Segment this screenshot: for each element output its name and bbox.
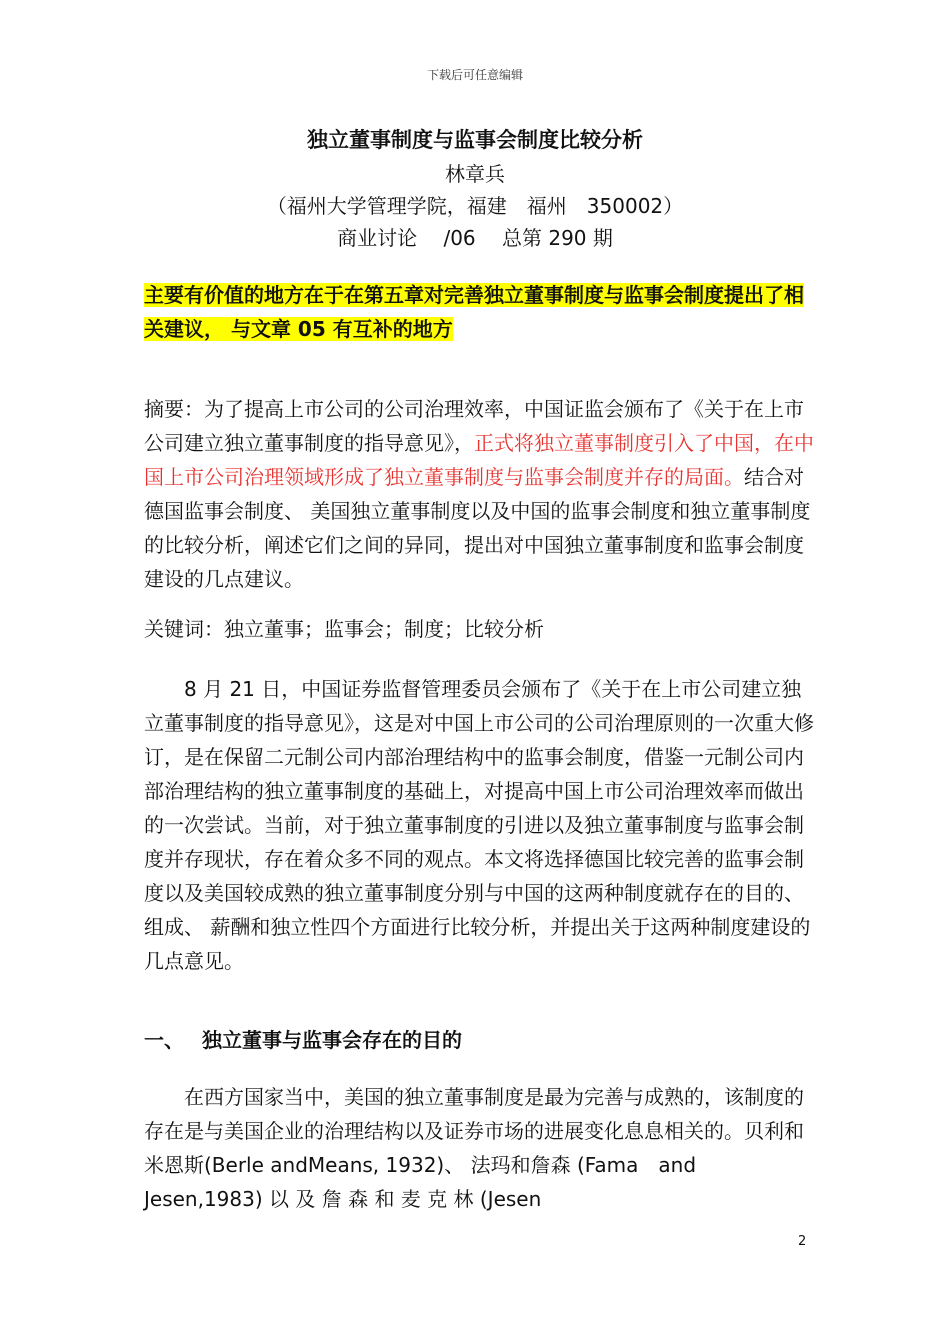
section-paragraph: 在西方国家当中，美国的独立董事制度是最为完善与成熟的，该制度的存在是与美国企业的治理结构以及证券市场的进展变化息息相关的。贝利和米恩斯(Berle andMeans, 1932)、 法玛和詹森 (Fama and Jesen,1983) 以 及 詹 森 和 麦 克 林 (Jesen xyxy=(144,1085,804,1211)
abstract-text-2: 结合对德国监事会制度、 美国独立董事制度以及中国的监事会制度和独立董事制度的比较分析，阐述它们之间的异同，提出对中国独立董事制度和监事会制度建设的几点建议。 xyxy=(144,465,811,591)
page-number: 2 xyxy=(798,1234,807,1249)
abstract-text-red: 正式将独立董事制度引入了中国，在中国上市公司治理领域形成了独立董事制度与监事会制度并存的局面。 xyxy=(144,431,814,489)
abstract xyxy=(144,392,814,596)
section-heading xyxy=(144,1024,462,1053)
affiliation: （福州大学管理学院，福建 福州 350002） xyxy=(266,194,684,218)
section-title: 独立董事与监事会存在的目的 xyxy=(202,1028,462,1052)
section-number: 一、 xyxy=(144,1028,184,1052)
highlight-note-block xyxy=(144,278,814,346)
header-note: 下载后可任意编辑 xyxy=(426,68,523,82)
page-title: 独立董事制度与监事会制度比较分析 xyxy=(307,128,643,152)
abstract-text-1: 摘要：为了提高上市公司的公司治理效率，中国证监会颁布了《关于在上市公司建立独立董事制度的指导意见》， xyxy=(144,397,804,455)
author: 林章兵 xyxy=(445,162,505,186)
intro-paragraph: 8 月 21 日，中国证券监督管理委员会颁布了《关于在上市公司建立独立董事制度的指导意见》，这是对中国上市公司的公司治理原则的一次重大修订，是在保留二元制公司内部治理结构中的监事会制度，借鉴一元制公司内部治理结构的独立董事制度的基础上，对提高中国上市公司治理效率而做出的一次尝试。当前，对于独立董事制度的引进以及独立董事制度与监事会制度并存现状，存在着众多不同的观点。本文将选择德国比较完善的监事会制度以及美国较成熟的独立董事制度分别与中国的这两种制度就存在的目的、 组成、 薪酬和独立性四个方面进行比较分析，并提出关于这两种制度建设的几点意见。 xyxy=(144,677,814,973)
source-line: 商业讨论 /06 总第 290 期 xyxy=(337,226,613,250)
keywords: 关键词：独立董事；监事会；制度；比较分析 xyxy=(144,617,544,641)
highlight-note: 主要有价值的地方在于在第五章对完善独立董事制度与监事会制度提出了相关建议， 与文章 05 有互补的地方 xyxy=(144,283,804,341)
